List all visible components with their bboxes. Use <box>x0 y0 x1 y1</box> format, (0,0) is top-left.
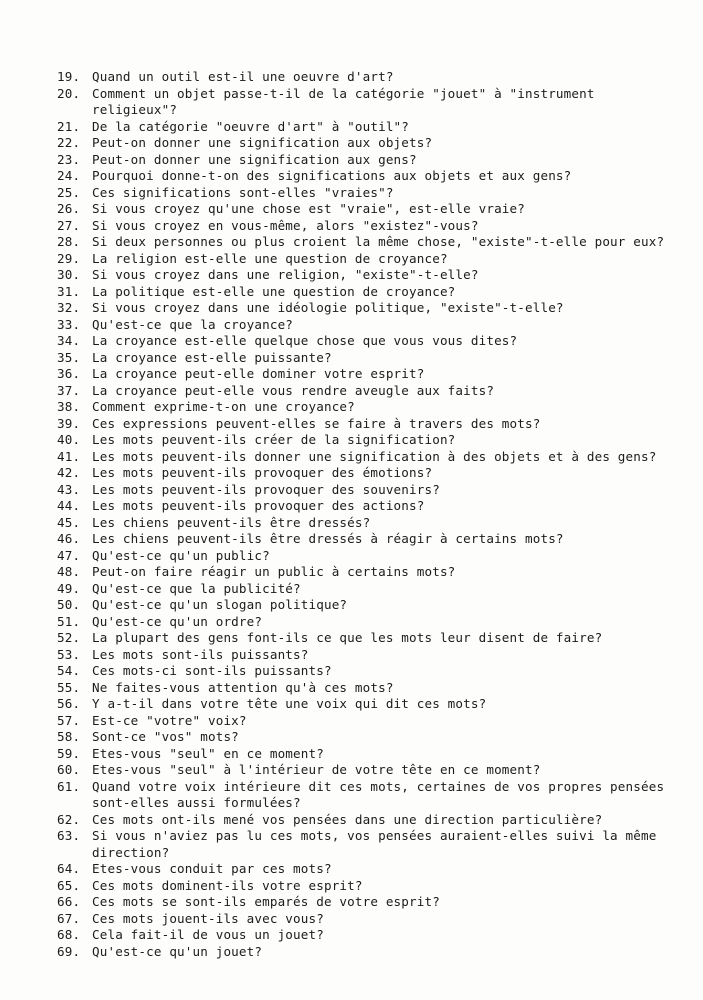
question-item <box>57 812 677 829</box>
question-number: 25. <box>57 184 81 200</box>
question-text: Pourquoi donne-t-on des significations aux objets et aux gens? <box>92 168 572 183</box>
question-text: Peut-on donner une signification aux objets? <box>92 135 433 150</box>
question-text: Ces mots jouent-ils avec vous? <box>92 910 324 926</box>
question-item <box>57 267 677 284</box>
question-item <box>57 911 677 928</box>
question-item <box>57 828 677 861</box>
question-number: 27. <box>57 217 81 233</box>
question-item <box>57 383 677 400</box>
question-number: 32. <box>57 300 81 315</box>
question-number: 65. <box>57 877 81 893</box>
question-number: 49. <box>57 580 81 596</box>
question-text: Qu'est-ce que la croyance? <box>92 316 294 332</box>
question-text: Ces mots ont-ils mené vos pensées dans une direction particulière? <box>92 811 603 827</box>
question-text: Qu'est-ce qu'un jouet? <box>92 943 263 959</box>
question-item <box>57 366 677 383</box>
question-item <box>57 746 677 763</box>
question-item <box>57 69 677 86</box>
question-item <box>57 399 677 416</box>
question-item <box>57 168 677 185</box>
question-number: 66. <box>57 894 81 909</box>
question-text: Cela fait-il de vous un jouet? <box>92 927 324 942</box>
question-item <box>57 597 677 614</box>
question-item <box>57 465 677 482</box>
question-number: 54. <box>57 663 81 678</box>
question-item <box>57 201 677 218</box>
question-number: 45. <box>57 514 81 530</box>
question-text: Les mots peuvent-ils provoquer des émotions? <box>92 465 433 480</box>
question-text: Les chiens peuvent-ils être dressés? <box>92 514 371 530</box>
question-number: 26. <box>57 201 81 216</box>
question-number: 58. <box>57 729 81 744</box>
question-number: 64. <box>57 861 81 876</box>
question-text: Les mots sont-ils puissants? <box>92 646 309 662</box>
question-text: Ces expressions peuvent-elles se faire à travers des mots? <box>92 415 541 431</box>
question-text: Si vous croyez dans une idéologie politique, "existe"-t-elle? <box>92 300 564 315</box>
question-item <box>57 350 677 367</box>
question-item <box>57 449 677 466</box>
question-item <box>57 531 677 548</box>
question-text: Si vous croyez dans une religion, "existe"-t-elle? <box>92 267 479 282</box>
question-item <box>57 432 677 449</box>
question-text: Sont-ce "vos" mots? <box>92 729 239 744</box>
question-text: Y a-t-il dans votre tête une voix qui dit ces mots? <box>92 696 487 711</box>
question-number: 20. <box>57 85 81 101</box>
question-item <box>57 729 677 746</box>
question-item <box>57 861 677 878</box>
question-text: La plupart des gens font-ils ce que les mots leur disent de faire? <box>92 630 603 645</box>
question-text: La croyance peut-elle vous rendre aveugle aux faits? <box>92 382 495 398</box>
question-number: 63. <box>57 828 81 843</box>
question-item <box>57 300 677 317</box>
question-item <box>57 152 677 169</box>
question-number: 61. <box>57 778 81 794</box>
question-text: Quand votre voix intérieure dit ces mots, certaines de vos propres pensées sont-elles aussi formulées? <box>92 778 665 810</box>
question-number: 35. <box>57 349 81 365</box>
question-item <box>57 135 677 152</box>
question-text: Peut-on faire réagir un public à certains mots? <box>92 564 456 579</box>
question-item <box>57 333 677 350</box>
question-item <box>57 564 677 581</box>
question-number: 43. <box>57 481 81 497</box>
question-number: 39. <box>57 415 81 431</box>
question-number: 40. <box>57 432 81 447</box>
question-item <box>57 548 677 565</box>
question-item <box>57 713 677 730</box>
question-number: 42. <box>57 465 81 480</box>
question-item <box>57 86 677 119</box>
question-item <box>57 696 677 713</box>
question-item <box>57 234 677 251</box>
question-text: La croyance peut-elle dominer votre esprit? <box>92 366 425 381</box>
question-item <box>57 581 677 598</box>
question-item <box>57 498 677 515</box>
question-number: 53. <box>57 646 81 662</box>
question-text: Qu'est-ce que la publicité? <box>92 580 301 596</box>
question-item <box>57 251 677 268</box>
question-text: Si vous croyez qu'une chose est "vraie", est-elle vraie? <box>92 201 525 216</box>
question-number: 21. <box>57 118 81 134</box>
question-text: Ne faites-vous attention qu'à ces mots? <box>92 679 394 695</box>
question-item <box>57 878 677 895</box>
question-text: Peut-on donner une signification aux gens? <box>92 151 417 167</box>
question-text: Si vous croyez en vous-même, alors "existez"-vous? <box>92 217 479 233</box>
question-number: 30. <box>57 267 81 282</box>
question-text: Qu'est-ce qu'un public? <box>92 547 270 563</box>
question-number: 37. <box>57 382 81 398</box>
question-text: De la catégorie "oeuvre d'art" à "outil"? <box>92 118 410 134</box>
question-number: 51. <box>57 613 81 629</box>
question-number: 67. <box>57 910 81 926</box>
question-item <box>57 663 677 680</box>
question-number: 55. <box>57 679 81 695</box>
question-text: Les chiens peuvent-ils être dressés à réagir à certains mots? <box>92 531 564 546</box>
question-number: 41. <box>57 448 81 464</box>
question-text: Etes-vous conduit par ces mots? <box>92 861 332 876</box>
question-number: 46. <box>57 531 81 546</box>
question-item <box>57 416 677 433</box>
question-item <box>57 647 677 664</box>
question-text: La croyance est-elle quelque chose que vous vous dites? <box>92 333 518 348</box>
question-text: Ces significations sont-elles "vraies"? <box>92 184 394 200</box>
question-text: Comment exprime-t-on une croyance? <box>92 399 355 414</box>
question-text: La religion est-elle une question de croyance? <box>92 250 448 266</box>
question-item <box>57 894 677 911</box>
question-number: 36. <box>57 366 81 381</box>
question-item <box>57 218 677 235</box>
question-text: Quand un outil est-il une oeuvre d'art? <box>92 69 394 84</box>
question-number: 22. <box>57 135 81 150</box>
question-number: 59. <box>57 745 81 761</box>
question-text: Etes-vous "seul" à l'intérieur de votre tête en ce moment? <box>92 762 541 777</box>
question-item <box>57 515 677 532</box>
question-number: 33. <box>57 316 81 332</box>
question-number: 47. <box>57 547 81 563</box>
question-item <box>57 482 677 499</box>
question-text: Les mots peuvent-ils créer de la signification? <box>92 432 456 447</box>
question-text: Qu'est-ce qu'un ordre? <box>92 613 263 629</box>
question-item <box>57 119 677 136</box>
question-number: 52. <box>57 630 81 645</box>
question-text: Comment un objet passe-t-il de la catégorie "jouet" à "instrument religieux"? <box>92 85 595 117</box>
question-text: Ces mots-ci sont-ils puissants? <box>92 663 332 678</box>
question-text: Est-ce "votre" voix? <box>92 712 247 728</box>
question-number: 60. <box>57 762 81 777</box>
question-number: 19. <box>57 69 81 84</box>
question-text: Les mots peuvent-ils provoquer des souvenirs? <box>92 481 440 497</box>
question-item <box>57 630 677 647</box>
question-item <box>57 185 677 202</box>
question-text: La croyance est-elle puissante? <box>92 349 332 365</box>
question-text: Si vous n'aviez pas lu ces mots, vos pensées auraient-elles suivi la même direction? <box>92 828 657 860</box>
question-text: Etes-vous "seul" en ce moment? <box>92 745 324 761</box>
question-number: 57. <box>57 712 81 728</box>
question-number: 34. <box>57 333 81 348</box>
question-item <box>57 779 677 812</box>
question-number: 69. <box>57 943 81 959</box>
question-number: 68. <box>57 927 81 942</box>
question-text: La politique est-elle une question de croyance? <box>92 283 456 299</box>
question-item <box>57 614 677 631</box>
question-list <box>57 69 677 960</box>
question-number: 56. <box>57 696 81 711</box>
question-number: 31. <box>57 283 81 299</box>
question-text: Ces mots se sont-ils emparés de votre esprit? <box>92 894 440 909</box>
question-item <box>57 680 677 697</box>
question-number: 24. <box>57 168 81 183</box>
question-number: 28. <box>57 234 81 249</box>
question-number: 62. <box>57 811 81 827</box>
question-item <box>57 944 677 961</box>
question-number: 23. <box>57 151 81 167</box>
question-text: Ces mots dominent-ils votre esprit? <box>92 877 363 893</box>
question-text: Qu'est-ce qu'un slogan politique? <box>92 597 348 612</box>
question-number: 29. <box>57 250 81 266</box>
question-item <box>57 927 677 944</box>
question-number: 38. <box>57 399 81 414</box>
question-item <box>57 317 677 334</box>
question-item <box>57 284 677 301</box>
question-text: Les mots peuvent-ils provoquer des actions? <box>92 498 425 513</box>
question-text: Si deux personnes ou plus croient la même chose, "existe"-t-elle pour eux? <box>92 234 665 249</box>
question-text: Les mots peuvent-ils donner une signification à des objets et à des gens? <box>92 448 657 464</box>
question-number: 48. <box>57 564 81 579</box>
question-item <box>57 762 677 779</box>
question-number: 50. <box>57 597 81 612</box>
question-number: 44. <box>57 498 81 513</box>
